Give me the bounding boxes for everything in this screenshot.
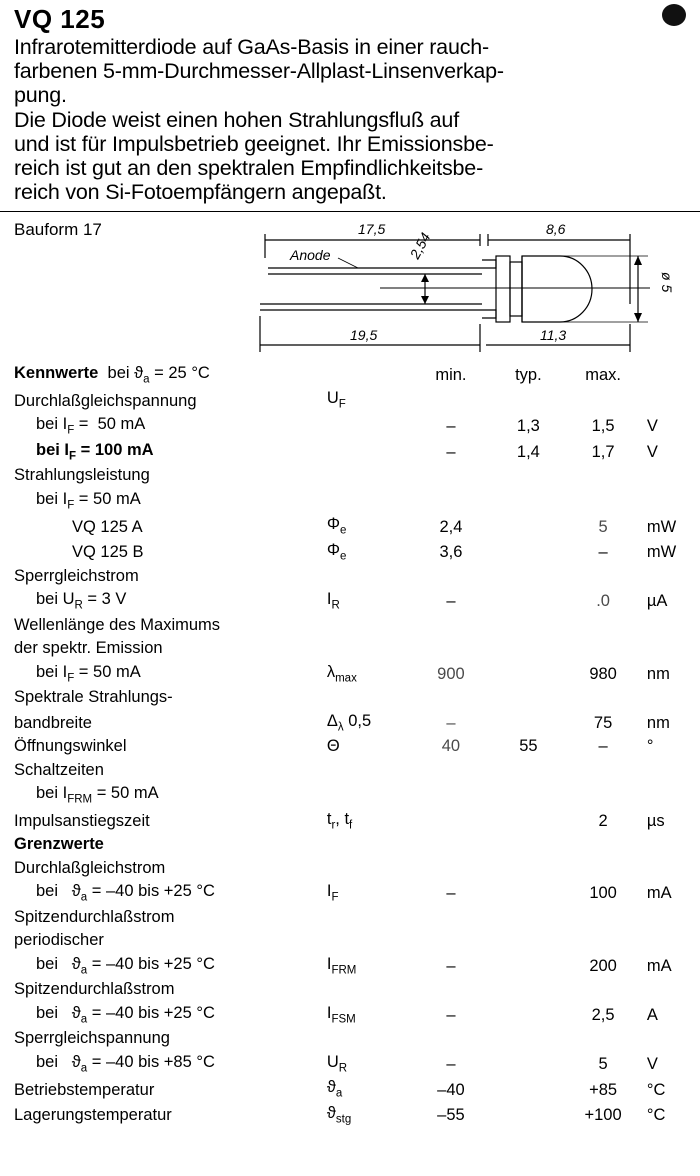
row-typ	[492, 953, 566, 979]
table-header-row	[14, 362, 690, 388]
row-unit: V	[646, 442, 658, 461]
table-row	[14, 686, 690, 709]
row-symbol: $\lambda_{max}$	[326, 662, 357, 684]
row-max: 980	[589, 664, 617, 683]
row-max: 75	[593, 713, 613, 732]
section-grenzwerte: Grenzwerte	[14, 835, 104, 854]
row-max	[565, 387, 641, 413]
row-typ	[492, 539, 566, 565]
table-row	[14, 1051, 690, 1077]
row-desc: Sperrgleichstrom	[14, 566, 139, 585]
dim-diameter: ø 5	[659, 271, 675, 293]
table-row	[14, 387, 690, 413]
row-symbol: Θ	[326, 737, 340, 756]
table-row	[14, 978, 690, 1001]
row-desc: Impulsanstiegszeit	[14, 811, 150, 830]
row-desc: bei $I_F = 50$ mA	[36, 489, 141, 512]
row-symbol: $I_F$	[326, 882, 339, 904]
intro-text	[14, 35, 686, 204]
row-desc: VQ 125 B	[72, 543, 144, 562]
row-typ	[492, 661, 566, 687]
row-typ: 1,3	[516, 417, 540, 436]
row-typ	[492, 808, 566, 834]
row-symbol: $I_R$	[326, 590, 340, 612]
row-desc: bei $U_R = 3$ V	[36, 590, 127, 612]
row-symbol: $I_{FSM}$	[326, 1003, 356, 1025]
col-head-max: max.	[585, 366, 621, 385]
row-max: 1,7	[591, 442, 615, 461]
row-typ	[492, 1002, 566, 1028]
row-min: 3,6	[439, 543, 463, 562]
table-row	[14, 488, 690, 514]
row-min	[410, 387, 491, 413]
row-max: +100	[584, 1106, 622, 1125]
row-desc: bei $I_F = 50$ mA	[36, 662, 141, 684]
row-typ	[492, 387, 566, 413]
row-typ: 1,4	[516, 442, 540, 461]
table-row	[14, 929, 690, 952]
row-max: 2	[598, 811, 608, 830]
package-drawing-block	[0, 212, 700, 362]
row-desc: bei $ϑ_a = -40$ bis +25 °C	[36, 1003, 215, 1025]
table-row	[14, 513, 690, 539]
bauform-label: Bauform 17	[14, 219, 102, 239]
row-symbol: $ϑ_{stg}$	[326, 1103, 352, 1126]
row-desc: bei $ϑ_a = -40$ bis +85 °C	[36, 1052, 215, 1074]
row-desc: Spitzendurchlaßstrom	[14, 980, 175, 999]
row-symbol: $t_r$, $t_f$	[326, 809, 353, 831]
intro-line-3: Die Diode weist einen hohen Strahlungsfluß auf	[14, 107, 459, 132]
row-desc: bei $I_F = 50$ mA	[36, 415, 146, 437]
row-min: –	[446, 442, 456, 461]
row-typ	[492, 710, 566, 736]
row-unit: V	[646, 1054, 658, 1073]
col-head-typ: typ.	[515, 366, 542, 385]
package-drawing	[230, 212, 680, 362]
row-max: –	[598, 737, 608, 756]
row-desc: Durchlaßgleichspannung	[14, 391, 197, 410]
table-row	[14, 1002, 690, 1028]
row-min: –	[446, 1005, 456, 1024]
row-unit: °	[646, 737, 654, 756]
table-row	[14, 735, 690, 758]
row-desc: Spitzendurchlaßstrom	[14, 907, 175, 926]
section-kennwerte: Kennwerte	[14, 363, 99, 382]
row-min: 900	[437, 664, 465, 683]
row-max: 200	[589, 956, 617, 975]
row-typ: 55	[519, 737, 538, 756]
dim-top-left: 17,5	[358, 220, 386, 237]
row-unit: °C	[646, 1080, 666, 1099]
row-symbol: $\Phi_e$	[326, 515, 347, 537]
row-typ	[492, 588, 566, 614]
row-typ	[492, 1076, 566, 1102]
dim-bottom-left: 19,5	[350, 326, 378, 343]
row-min	[410, 808, 491, 834]
row-unit: °C	[646, 1106, 666, 1125]
kennwerte-condition: bei $ϑ_a = 25$ °C	[107, 363, 210, 386]
row-symbol: $U_F$	[326, 389, 346, 411]
intro-line-0: Infrarotemitterdiode auf GaAs-Basis in einer rauch-	[14, 35, 489, 60]
dim-bottom-right: 11,3	[540, 326, 567, 343]
row-unit	[641, 387, 690, 413]
table-row	[14, 759, 690, 782]
row-desc: Lagerungstemperatur	[14, 1106, 172, 1125]
row-unit: mW	[646, 517, 677, 536]
row-max: –	[598, 543, 608, 562]
row-max: +85	[589, 1080, 618, 1099]
row-unit: mA	[646, 884, 672, 903]
row-max: 100	[589, 884, 617, 903]
table-row	[14, 906, 690, 929]
col-head-min: min.	[435, 366, 467, 385]
row-desc: Wellenlänge des Maximums	[14, 615, 221, 634]
row-min: –	[446, 417, 456, 436]
page-title: VQ 125	[14, 4, 106, 34]
table-row	[14, 413, 690, 439]
row-min: –	[446, 956, 456, 975]
table-row	[14, 857, 690, 880]
row-symbol: $ϑ_a$	[326, 1078, 343, 1100]
row-desc: bei $I_F = 100$ mA	[36, 440, 154, 463]
intro-line-5: reich ist gut an den spektralen Empfindlichkeitsbe-	[14, 155, 484, 180]
row-min: 40	[441, 737, 461, 756]
row-unit: A	[646, 1005, 658, 1024]
table-row	[14, 1076, 690, 1102]
intro-line-4: und ist für Impulsbetrieb geeignet. Ihr Emissionsbe-	[14, 131, 494, 156]
row-desc: periodischer	[14, 931, 104, 950]
row-symbol: $I_{FRM}$	[326, 954, 357, 976]
row-desc: Spektrale Strahlungs-	[14, 688, 173, 707]
row-desc: Sperrgleichspannung	[14, 1029, 170, 1048]
table-row	[14, 614, 690, 637]
row-symbol: $U_R$	[326, 1052, 348, 1074]
intro-line-1: farbenen 5-mm-Durchmesser-Allplast-Linsenverkap-	[14, 59, 504, 84]
row-typ	[492, 513, 566, 539]
row-desc: VQ 125 A	[72, 517, 143, 536]
row-symbol: $\Phi_e$	[326, 541, 347, 563]
table-row	[14, 953, 690, 979]
row-max: 1,5	[591, 417, 615, 436]
row-typ	[492, 1102, 566, 1128]
row-desc: Schaltzeiten	[14, 760, 104, 779]
table-row	[14, 539, 690, 565]
table-row	[14, 782, 690, 808]
intro-line-6: reich von Si-Fotoempfängern angepaßt.	[14, 179, 387, 204]
row-min: –40	[437, 1080, 465, 1099]
section-grenzwerte-row	[14, 833, 690, 856]
row-unit: nm	[646, 664, 670, 683]
table-row	[14, 710, 690, 736]
table-row	[14, 464, 690, 487]
table-row	[14, 880, 690, 906]
row-max: 2,5	[591, 1005, 615, 1024]
black-dot-marker	[662, 4, 686, 26]
row-unit: mW	[646, 543, 677, 562]
table-row	[14, 637, 690, 660]
row-unit: nm	[646, 713, 670, 732]
spec-table	[14, 362, 690, 1128]
row-unit: mA	[646, 956, 672, 975]
row-desc: Durchlaßgleichstrom	[14, 858, 166, 877]
table-row	[14, 661, 690, 687]
row-unit: µA	[646, 592, 668, 611]
row-desc: der spektr. Emission	[14, 639, 163, 658]
row-desc: bei $ϑ_a = -40$ bis +25 °C	[36, 954, 215, 976]
row-desc: bei $I_{FRM} = 50$ mA	[36, 784, 159, 806]
table-row	[14, 1102, 690, 1128]
spec-table-wrap	[0, 362, 700, 1128]
row-min: –55	[437, 1106, 465, 1125]
table-row	[14, 439, 690, 465]
dim-pitch: 2,54	[406, 229, 434, 262]
row-symbol: $\Delta_\lambda$ 0,5	[326, 711, 372, 733]
table-row	[14, 1027, 690, 1050]
row-desc: Strahlungsleistung	[14, 466, 150, 485]
row-min: –	[446, 592, 456, 611]
dim-anode-label: Anode	[290, 246, 331, 263]
header	[0, 0, 700, 204]
row-desc: Öffnungswinkel	[14, 737, 127, 756]
intro-line-2: pung.	[14, 83, 67, 108]
table-row	[14, 588, 690, 614]
row-unit: µs	[646, 811, 665, 830]
row-max: 5	[598, 1054, 608, 1073]
row-desc: bei $ϑ_a = -40$ bis +25 °C	[36, 882, 215, 904]
row-desc: bandbreite	[14, 713, 92, 732]
row-min: 2,4	[439, 517, 463, 536]
row-typ	[492, 880, 566, 906]
dim-top-right: 8,6	[546, 220, 566, 237]
row-max: 5	[598, 517, 608, 536]
table-row	[14, 808, 690, 834]
table-row	[14, 565, 690, 588]
row-max: .0	[596, 592, 610, 611]
row-min: –	[446, 1054, 456, 1073]
row-typ	[492, 1051, 566, 1077]
row-min: –	[446, 713, 456, 732]
row-min: –	[446, 884, 456, 903]
row-unit: V	[646, 417, 658, 436]
row-desc: Betriebstemperatur	[14, 1080, 155, 1099]
